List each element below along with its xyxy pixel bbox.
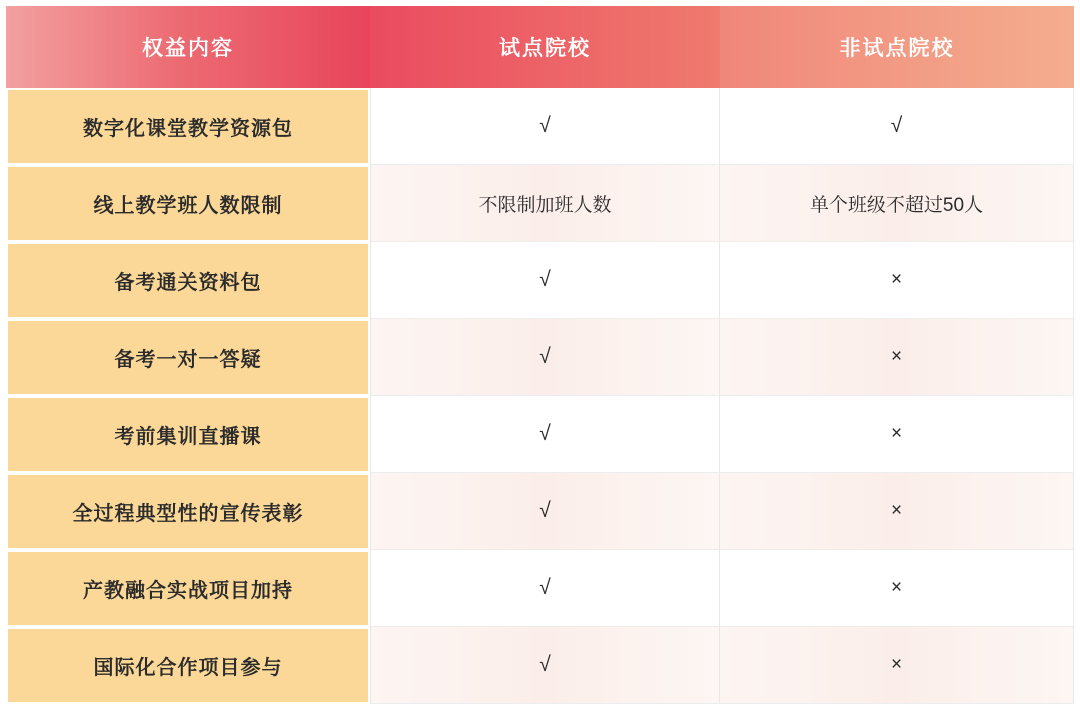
header-benefit: 权益内容 — [6, 6, 370, 88]
cross-icon: × — [890, 269, 903, 290]
row-pilot-value — [370, 473, 720, 550]
table-header-row — [6, 6, 1074, 88]
row-benefit-label: 产教融合实战项目加持 — [6, 550, 370, 627]
check-icon: √ — [539, 498, 551, 522]
table-row — [6, 550, 1074, 627]
row-pilot-value — [370, 396, 720, 473]
row-benefit-label: 备考一对一答疑 — [6, 319, 370, 396]
row-nonpilot-value — [720, 88, 1074, 165]
row-pilot-value — [370, 319, 720, 396]
header-pilot: 试点院校 — [370, 6, 720, 88]
value-text: 单个班级不超过50人 — [809, 194, 984, 216]
table-body — [6, 88, 1074, 704]
row-pilot-value — [370, 165, 720, 242]
benefits-comparison-table — [6, 6, 1074, 704]
table-row — [6, 319, 1074, 396]
table-row — [6, 473, 1074, 550]
table-row — [6, 242, 1074, 319]
row-nonpilot-value — [720, 319, 1074, 396]
check-icon: √ — [539, 113, 551, 137]
row-nonpilot-value — [720, 165, 1074, 242]
cross-icon: × — [890, 423, 903, 444]
header-nonpilot: 非试点院校 — [720, 6, 1074, 88]
check-icon: √ — [890, 113, 903, 137]
row-pilot-value — [370, 627, 720, 704]
table-row — [6, 88, 1074, 165]
check-icon: √ — [539, 652, 551, 676]
row-pilot-value — [370, 242, 720, 319]
cross-icon: × — [890, 654, 903, 675]
row-nonpilot-value — [720, 242, 1074, 319]
row-benefit-label: 线上教学班人数限制 — [6, 165, 370, 242]
value-text: 不限制加班人数 — [478, 194, 612, 216]
row-benefit-label: 国际化合作项目参与 — [6, 627, 370, 704]
check-icon: √ — [539, 267, 551, 291]
row-pilot-value — [370, 88, 720, 165]
table-header — [6, 6, 1074, 88]
row-benefit-label: 全过程典型性的宣传表彰 — [6, 473, 370, 550]
check-icon: √ — [539, 421, 551, 445]
table-row — [6, 627, 1074, 704]
row-benefit-label: 备考通关资料包 — [6, 242, 370, 319]
row-nonpilot-value — [720, 550, 1074, 627]
cross-icon: × — [890, 577, 903, 598]
row-pilot-value — [370, 550, 720, 627]
cross-icon: × — [890, 500, 903, 521]
row-benefit-label: 考前集训直播课 — [6, 396, 370, 473]
cross-icon: × — [890, 346, 903, 367]
table-row — [6, 165, 1074, 242]
row-nonpilot-value — [720, 473, 1074, 550]
table-row — [6, 396, 1074, 473]
row-nonpilot-value — [720, 396, 1074, 473]
row-nonpilot-value — [720, 627, 1074, 704]
check-icon: √ — [539, 344, 551, 368]
row-benefit-label: 数字化课堂教学资源包 — [6, 88, 370, 165]
check-icon: √ — [539, 575, 551, 599]
